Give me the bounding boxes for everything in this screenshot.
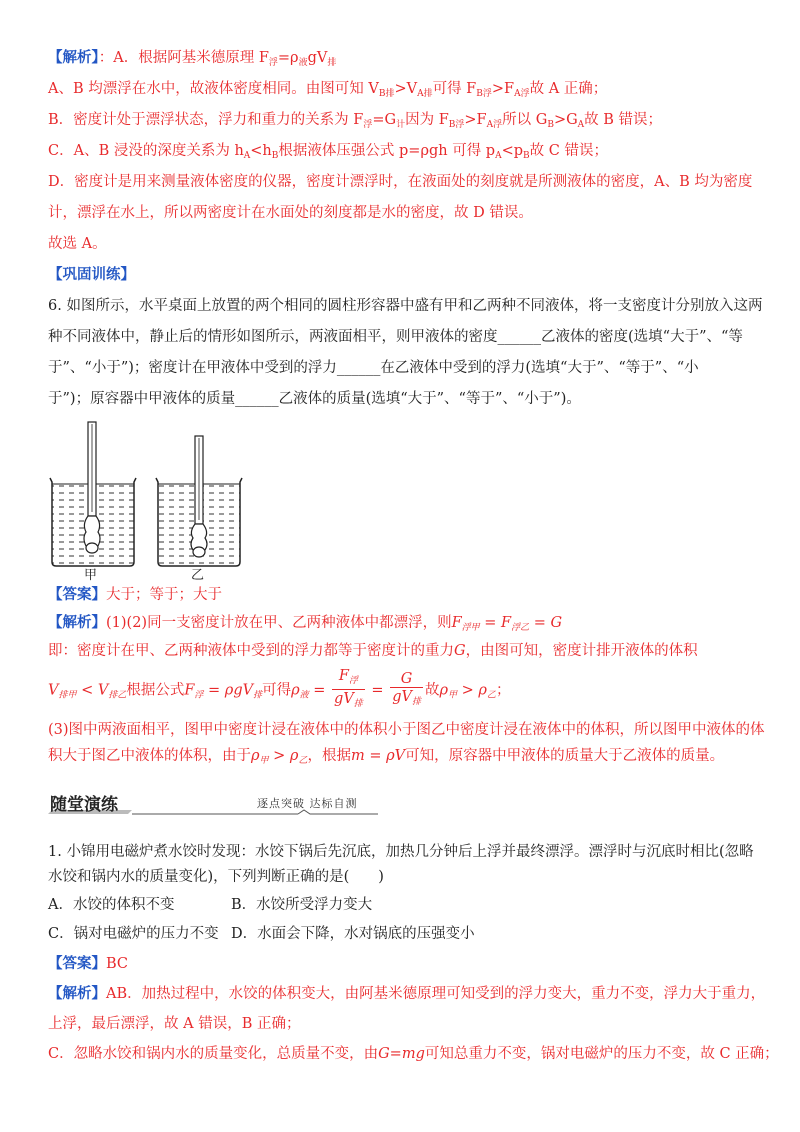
formula: G=mg [378,1046,425,1062]
q1-option-c: C．锅对电磁炉的压力不变 [48,926,219,942]
subscript: 浮 [348,676,358,686]
subscript: 浮乙 [511,623,530,633]
text: ； [495,682,511,699]
subscript: 浮 [268,58,278,68]
analysis-line-1 [48,47,336,74]
hydrometer-figure [48,420,258,585]
beaker-right [156,436,242,566]
subscript: 浮 [363,120,373,130]
analysis-line-4 [48,140,608,167]
section-subtitle: 逐点突破 达标自测 [257,797,358,810]
q1-answer [48,953,128,975]
subscript: 排乙 [108,690,127,701]
analysis-tag: 【解析】 [48,614,106,631]
text: C．A、B 浸没的深度关系为 h [48,143,244,159]
subscript: B [271,151,279,161]
text: AB．加热过程中，水饺的体积变大，由阿基米德原理可知受到的浮力变大，重力不变，浮力大于重力， [106,986,766,1002]
answer-tag: 【答案】 [48,586,106,603]
subscript: 计 [396,120,406,130]
q1-exp-line-3 [48,1043,779,1065]
text: ，根据 [307,748,351,764]
text: ，由图可知，密度计排开液体的体积 [465,643,698,659]
subscript: A浮 [486,120,503,130]
formula: > ρ [457,682,487,699]
formula: m = ρV [350,748,406,764]
text: 可知，原容器中甲液体的质量大于乙液体的质量。 [405,748,725,764]
q6-exp-line-5 [48,745,724,772]
formula: ρ [251,748,260,764]
text: 故 A 正确； [529,81,608,97]
analysis-line-3 [48,109,662,136]
subscript: B [547,120,554,130]
text: C．忽略水饺和锅内水的质量变化，总质量不变，由 [48,1046,379,1062]
subscript: A浮 [514,89,530,99]
analysis-line-6: 计，漂浮在水上，所以两密度计在水面处的刻度都是水的密度，故 D 错误。 [48,205,533,221]
section-header [48,790,378,816]
text: 可知总重力不变，锅对电磁炉的压力不变，故 C 正确； [424,1046,779,1062]
text: 可得 F [432,81,477,97]
q1-exp-line-1 [48,983,765,1005]
analysis-line-2 [48,78,607,105]
denominator: gV [392,688,412,705]
text: 根据液体压强公式 p=ρgh 可得 p [278,143,496,159]
text: gV [307,50,328,66]
analysis-line-5: D．密度计是用来测量液体密度的仪器，密度计漂浮时，在液面处的刻度就是所测液体的密度，A、B 均为密度 [48,174,753,190]
q1-exp-line-2: 上浮，最后漂浮，故 A 错误，B 正确； [48,1016,301,1032]
subscript: 排 [353,699,363,709]
text: =ρ [277,50,299,66]
formula: ρ [291,682,300,699]
formula: F [184,682,195,699]
subscript: 液 [299,690,309,701]
text: >F [464,112,487,128]
q6-exp-line-1 [48,612,562,639]
subscript: 排 [327,58,337,68]
q6-line-4: 于”)；原容器中甲液体的质量______乙液体的质量(选填“大于”、“等于”、“小于”)。 [48,391,581,407]
subscript: A [495,151,502,161]
answer-text: 大于；等于；大于 [106,587,222,603]
text: 故 C 错误； [529,143,608,159]
text: <p [501,143,524,159]
subscript: 乙 [486,690,496,701]
subscript: 液 [298,58,308,68]
fraction-2 [390,671,423,711]
formula: = F [479,615,512,631]
subscript: B浮 [448,120,465,130]
label-jia: 甲 [84,568,98,583]
formula: < V [76,682,109,699]
analysis-conclusion: 故选 A。 [48,236,107,252]
q6-exp-line-2 [48,640,698,662]
formula: G [454,643,466,659]
text: 可得 [262,682,292,699]
text: A、B 均漂浮在水中，故液体密度相同。由图可知 V [48,81,379,97]
text: 故 [424,682,440,699]
text: B．密度计处于漂浮状态，浮力和重力的关系为 F [48,112,364,128]
q1-option-b: B．水饺所受浮力变大 [231,897,373,913]
analysis-tag: 【解析】 [48,985,106,1002]
analysis-tag: 【解析】 [48,49,99,66]
subscript: 排甲 [58,690,77,701]
q1-option-d: D．水面会下降，水对锅底的压强变小 [231,926,475,942]
text: 故 B 错误； [584,112,663,128]
formula: ρ [439,682,448,699]
formula: = [308,682,331,699]
subscript: B浮 [476,89,492,99]
formula: = G [529,615,563,631]
q6-line-1: 6. 如图所示，水平桌面上放置的两个相同的圆柱形容器中盛有甲和乙两种不同液体，将一支密度计分别放入这两 [48,298,763,314]
q1-line-2: 水饺和锅内水的质量变化)，下列判断正确的是( ) [48,869,384,885]
subscript: A排 [417,89,433,99]
subscript: A [243,151,251,161]
text: <h [250,143,272,159]
subscript: 乙 [298,756,308,766]
q6-line-2: 种不同液体中，静止后的情形如图所示，两液面相平，则甲液体的密度______乙液体的密度(选填“大于”、“等 [48,329,743,345]
text: 根据公式 [126,682,185,699]
answer-tag: 【答案】 [48,955,106,972]
text: 所以 G [502,112,548,128]
text: =G [372,112,397,128]
text: >V [394,81,418,97]
subscript: B [523,151,530,161]
text: >F [491,81,515,97]
text: (1)(2)同一支密度计放在甲、乙两种液体中都漂浮，则 [106,615,452,631]
numerator: G [400,670,413,687]
subscript: 甲 [448,690,458,701]
answer-text: BC [106,956,129,972]
formula: V [48,682,59,699]
beaker-left [50,422,136,566]
q6-exp-line-4: (3)图中两液面相平，图甲中密度计浸在液体中的体积小于图乙中密度计浸在液体中的体积，所以图甲中液体的体 [48,722,765,738]
subscript: 甲 [259,756,269,766]
subscript: A [577,120,585,130]
formula: = [366,682,389,699]
text: 即：密度计在甲、乙两种液体中受到的浮力都等于密度计的重力 [48,643,454,659]
q6-answer [48,584,222,606]
formula: = ρgV [203,682,254,699]
q6-exp-line-3 [48,668,510,716]
numerator: F [338,668,349,684]
subscript: B排 [378,89,395,99]
subscript: 浮甲 [461,623,480,633]
text: >G [553,112,578,128]
consolidation-heading: 【巩固训练】 [48,266,135,283]
q1-line-1: 1. 小锦用电磁炉煮水饺时发现：水饺下锅后先沉底，加热几分钟后上浮并最终漂浮。漂浮时与沉底时相比(忽略 [48,844,754,860]
denominator: gV [334,691,354,707]
text: 因为 F [405,112,449,128]
q6-line-3: 于”、“小于”)；密度计在甲液体中受到的浮力______在乙液体中受到的浮力(选填“大于”、“等于”、“小 [48,360,699,376]
formula: > ρ [268,748,299,764]
fraction-1 [332,668,365,713]
subscript: 排 [411,696,421,707]
section-title: 随堂演练 [50,795,118,815]
text: ：A．根据阿基米德原理 F [98,50,269,66]
beakers-diagram [48,420,258,585]
formula: F [451,615,462,631]
label-yi: 乙 [191,568,205,583]
subscript: 排 [253,690,263,701]
q1-option-a: A．水饺的体积不变 [48,897,175,913]
subscript: 浮 [194,690,204,701]
text: 积大于图乙中液体的体积，由于 [48,748,251,764]
